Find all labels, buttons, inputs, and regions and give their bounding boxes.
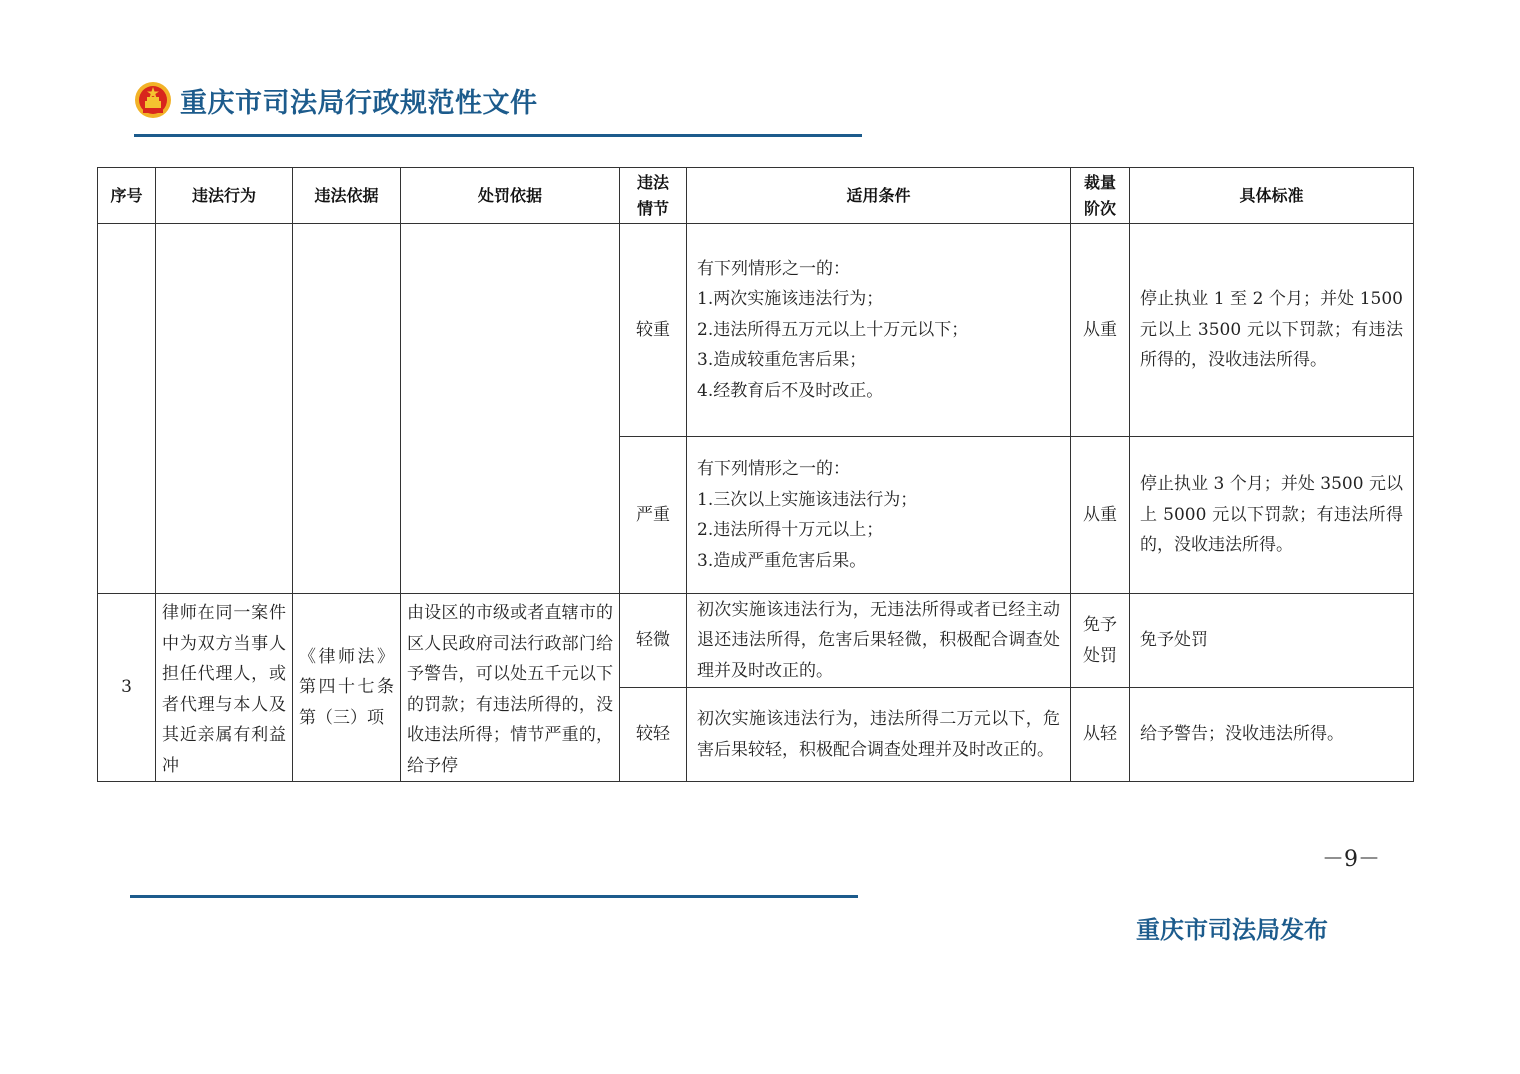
footer-divider	[130, 895, 858, 898]
conditions-cell: 初次实施该违法行为，违法所得二万元以下，危害后果较轻，积极配合调查处理并及时改正的。	[687, 688, 1071, 782]
column-header: 处罚依据	[401, 168, 620, 224]
conditions-cell: 初次实施该违法行为，无违法所得或者已经主动退还违法所得，危害后果轻微，积极配合调查处理并及时改正的。	[687, 594, 1071, 688]
level-cell: 从重	[1071, 224, 1130, 437]
legal-basis-cell	[293, 224, 401, 594]
level-cell: 免予 处罚	[1071, 594, 1130, 688]
penalty-discretion-table	[97, 167, 1414, 782]
column-header: 违法依据	[293, 168, 401, 224]
penalty-basis-cell	[401, 224, 620, 594]
behavior-cell	[156, 224, 293, 594]
column-header: 具体标准	[1130, 168, 1414, 224]
conditions-cell: 有下列情形之一的： 1.两次实施该违法行为； 2.违法所得五万元以上十万元以下； 3.造成较重危害后果； 4.经教育后不及时改正。	[687, 224, 1071, 437]
column-header: 违法 情节	[620, 168, 687, 224]
column-header: 违法行为	[156, 168, 293, 224]
column-header: 适用条件	[687, 168, 1071, 224]
column-header: 裁量 阶次	[1071, 168, 1130, 224]
header-divider	[134, 134, 862, 137]
number-cell	[98, 224, 156, 594]
circumstance-cell: 严重	[620, 437, 687, 594]
legal-basis-cell: 《律师法》第四十七条第（三）项	[293, 594, 401, 782]
header-title: 重庆市司法局行政规范性文件	[180, 87, 538, 119]
table-header-row	[98, 168, 1414, 224]
document-header	[134, 78, 538, 122]
behavior-cell: 律师在同一案件中为双方当事人担任代理人，或者代理与本人及其近亲属有利益冲	[156, 594, 293, 782]
conditions-cell: 有下列情形之一的： 1.三次以上实施该违法行为； 2.违法所得十万元以上； 3.造成严重危害后果。	[687, 437, 1071, 594]
standard-cell: 给予警告；没收违法所得。	[1130, 688, 1414, 782]
page-number: －9－	[1322, 847, 1380, 872]
table-row	[98, 224, 1414, 437]
circumstance-cell: 轻微	[620, 594, 687, 688]
column-header: 序号	[98, 168, 156, 224]
level-cell: 从轻	[1071, 688, 1130, 782]
standard-cell: 免予处罚	[1130, 594, 1414, 688]
penalty-basis-cell: 由设区的市级或者直辖市的区人民政府司法行政部门给予警告，可以处五千元以下的罚款；有违法所得的，没收违法所得；情节严重的，给予停	[401, 594, 620, 782]
circumstance-cell: 较轻	[620, 688, 687, 782]
standard-cell: 停止执业 3 个月；并处 3500 元以上 5000 元以下罚款；有违法所得的，没收违法所得。	[1130, 437, 1414, 594]
number-cell: 3	[98, 594, 156, 782]
circumstance-cell: 较重	[620, 224, 687, 437]
level-cell: 从重	[1071, 437, 1130, 594]
table-row	[98, 594, 1414, 688]
national-emblem-icon	[134, 81, 172, 119]
footer-publisher: 重庆市司法局发布	[1136, 916, 1328, 944]
standard-cell: 停止执业 1 至 2 个月；并处 1500 元以上 3500 元以下罚款；有违法所得的，没收违法所得。	[1130, 224, 1414, 437]
